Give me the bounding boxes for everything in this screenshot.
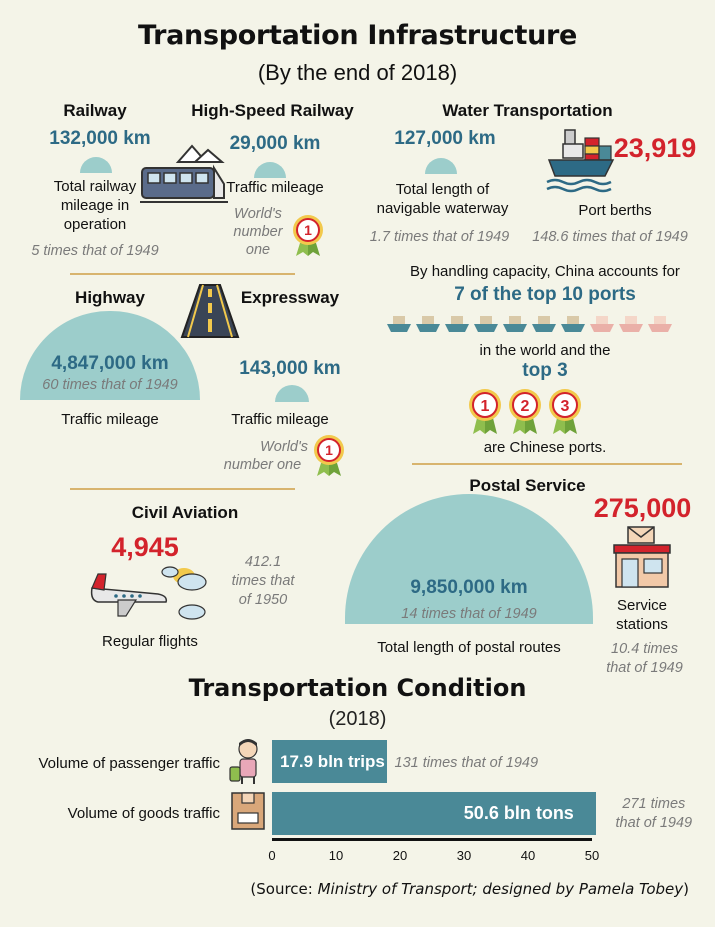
aviation-note: 412.1 times that of 1950 [231, 554, 295, 608]
goods-category-label: Volume of goods traffic [67, 805, 220, 822]
passenger-category-label: Volume of passenger traffic [38, 755, 220, 772]
ship-icon [545, 128, 615, 199]
hsr-value: 29,000 km [229, 133, 321, 154]
road-icon [178, 283, 242, 344]
passenger-annotation: 131 times that of 1949 [394, 755, 539, 771]
ports-line5: are Chinese ports. [483, 439, 607, 456]
x-tick-label: 30 [456, 848, 472, 863]
rank-medal-icon [549, 389, 581, 434]
divider [70, 488, 295, 490]
berths-value: 23,919 [613, 133, 697, 163]
aviation-value: 4,945 [111, 532, 179, 562]
rank-medal-icon [509, 389, 541, 434]
berths-note: 148.6 times that of 1949 [532, 229, 688, 245]
expressway-medal-icon [311, 433, 347, 477]
expressway-heading: Expressway [240, 288, 340, 307]
railway-label: Total railway mileage in operation [53, 178, 137, 233]
water-heading: Water Transportation [442, 101, 613, 120]
expressway-value: 143,000 km [239, 358, 341, 379]
rank-medal-number: 2 [520, 398, 530, 415]
railway-note: 5 times that of 1949 [31, 243, 159, 259]
rank-medal-icon [469, 389, 501, 434]
page-title: Transportation Infrastructure [137, 20, 578, 51]
other-port-icon [648, 316, 672, 332]
expressway-label: Traffic mileage [231, 411, 329, 428]
aviation-label: Regular flights [102, 633, 198, 650]
hsr-label: Traffic mileage [226, 179, 324, 196]
ports-line1: By handling capacity, China accounts for [410, 263, 680, 280]
chinese-port-icon [561, 316, 585, 332]
other-port-icon [619, 316, 643, 332]
x-tick-label: 0 [268, 848, 276, 863]
passenger-icon [226, 737, 266, 790]
hsr-medal-rank: 1 [304, 222, 312, 238]
divider [412, 463, 682, 465]
stations-label: Service stations [616, 597, 668, 633]
passenger-bar [272, 740, 387, 783]
waterway-note: 1.7 times that of 1949 [369, 229, 510, 245]
goods-bar [272, 792, 596, 835]
ports-line3: in the world and the [479, 342, 611, 359]
ports-line4: top 3 [522, 360, 568, 381]
hsr-medal-icon [290, 213, 326, 257]
x-tick-label: 10 [328, 848, 344, 863]
waterway-label: Total length of navigable waterway [376, 181, 509, 217]
hsr-heading: High-Speed Railway [191, 101, 354, 120]
postal-routes-value: 9,850,000 km [410, 577, 528, 598]
airplane-icon [88, 560, 210, 631]
chinese-port-icon [532, 316, 556, 332]
aviation-heading: Civil Aviation [131, 503, 239, 522]
chinese-port-icon [387, 316, 411, 332]
goods-bar-label: 50.6 bln tons [463, 803, 574, 823]
ports-ship-row [385, 312, 685, 339]
divider [70, 273, 295, 275]
railway-value: 132,000 km [49, 128, 151, 149]
expressway-rank-note: World's number one [223, 439, 308, 473]
railway-heading: Railway [63, 101, 127, 120]
railway-hemisphere [80, 157, 112, 173]
highway-value: 4,847,000 km [51, 353, 169, 374]
x-tick-label: 50 [584, 848, 600, 863]
postal-routes-label: Total length of postal routes [377, 639, 561, 656]
x-tick-label: 20 [392, 848, 408, 863]
page-subtitle: (By the end of 2018) [257, 60, 458, 85]
x-tick-label: 40 [520, 848, 536, 863]
ports-line2: 7 of the top 10 ports [454, 284, 636, 305]
goods-annotation: 271 times that of 1949 [615, 796, 693, 831]
stations-note: 10.4 times that of 1949 [606, 641, 683, 676]
waterway-value: 127,000 km [394, 128, 496, 149]
expressway-medal-rank: 1 [325, 442, 333, 458]
rank-medal-number: 1 [480, 398, 490, 415]
ports-medals [467, 388, 587, 441]
hsr-rank-note: World's number one [233, 206, 283, 258]
package-icon [230, 791, 266, 836]
highway-note: 60 times that of 1949 [42, 377, 178, 393]
chinese-port-icon [416, 316, 440, 332]
chinese-port-icon [445, 316, 469, 332]
stations-value: 275,000 [593, 493, 692, 523]
highway-label: Traffic mileage [61, 411, 159, 428]
passenger-bar-label: 17.9 bln trips [280, 751, 385, 771]
postal-heading: Postal Service [469, 476, 586, 495]
x-axis-ticks [0, 848, 715, 868]
chinese-port-icon [503, 316, 527, 332]
chinese-port-icon [474, 316, 498, 332]
postal-routes-note: 14 times that of 1949 [401, 606, 537, 622]
source-note: (Source: Ministry of Transport; designed by Pamela Tobey) [250, 880, 689, 898]
other-port-icon [590, 316, 614, 332]
condition-title: Transportation Condition [188, 674, 527, 702]
highway-heading: Highway [75, 288, 145, 307]
x-axis-line [272, 838, 592, 841]
condition-subtitle: (2018) [328, 708, 387, 730]
berths-label: Port berths [578, 202, 652, 219]
expressway-hemisphere [275, 385, 309, 402]
waterway-hemisphere [425, 158, 457, 174]
hsr-hemisphere [254, 162, 286, 178]
rank-medal-number: 3 [560, 398, 570, 415]
post-office-icon [610, 525, 674, 594]
